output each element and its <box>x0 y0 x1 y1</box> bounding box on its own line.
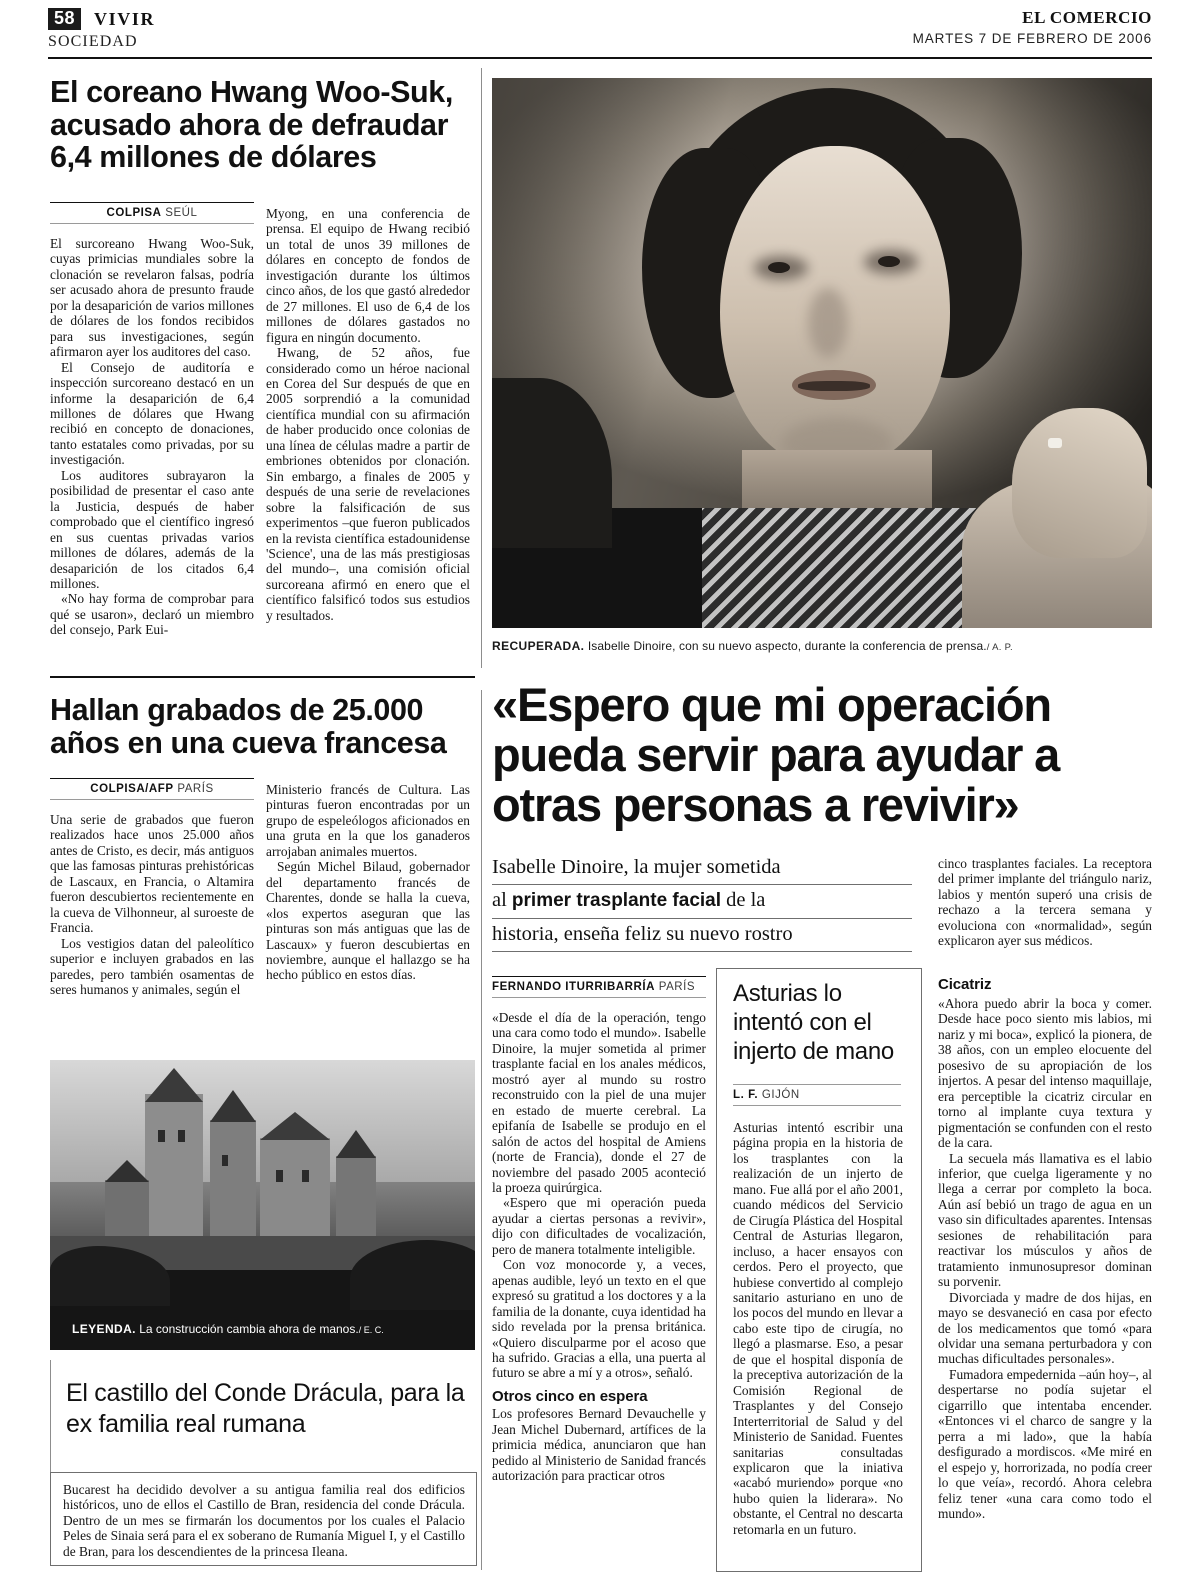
byline-rule-bottom <box>733 1105 901 1106</box>
standfirst-line-3: historia, enseña feliz su nuevo rostro <box>492 919 912 952</box>
byline-asturias <box>733 1084 901 1106</box>
standfirst-emphasis: primer trasplante facial <box>511 890 722 911</box>
headline-asturias: Asturias lo intentó con el injerto de mano <box>733 980 894 1065</box>
photo-castle-caption <box>72 1322 384 1336</box>
section-name: VIVIR <box>94 8 156 29</box>
hwang-column-2 <box>266 206 470 661</box>
column-divider-vertical-main <box>481 68 482 668</box>
masthead-left <box>48 8 155 51</box>
paragraph: Fumadora empedernida –aún hoy–, al despertarse no podía sujetar el cigarrillo que intentaba encender. «Entonces vi el charco de sangre y la perra a mi lado», que la había desfigurado a mordiscos. «Me miré en el espejo y, horrorizada, no podía creer lo que veía», recordó. Ahora celebra feliz tener «una cara como todo el mundo». <box>938 1366 1152 1521</box>
main-column-3-top <box>938 856 1152 961</box>
headline-main: «Espero que mi operación pueda servir para ayudar a otras personas a revivir» <box>492 678 1060 831</box>
paragraph: El surcoreano Hwang Woo-Suk, cuyas primicias mundiales sobre la clonación se revelaron falsas, podría ser acusado ahora de presunto fraude por la desaparición de varios millones de dólares de los fondos recibidos para sus investigaciones, según afirmaron ayer los auditores del caso. <box>50 236 254 360</box>
photo-castle-credit: / E. C. <box>358 1325 384 1335</box>
paragraph: El Consejo de auditoría e inspección surcoreano destacó en un informe la desaparición de 6,4 millones de dólares que Hwang recibió en concepto de donaciones, tanto estatales como privadas, por su investigación. <box>50 359 254 468</box>
masthead-right <box>913 8 1152 46</box>
standfirst-line-2-pre: al <box>492 889 512 911</box>
paragraph: Ministerio francés de Cultura. Las pinturas fueron encontradas por un grupo de espeleólogos aficionados en una gruta en la que los ganaderos arrojaban animales muertos. <box>266 782 470 859</box>
paragraph: La secuela más llamativa es el labio inferior, que cuelga ligeramente y no llega a cerrar por completo la boca. Aún así bebió un trago de agua en un vaso sin dificultades aparentes. Intensas sesiones de rehabilitación para reactivar los músculos y años de tratamiento inmunosupresor dominan su porvenir. <box>938 1150 1152 1290</box>
paragraph: Hwang, de 52 años, fue considerado como un héroe nacional en Corea del Sur después de que en 2005 sorprendió a la comunidad científica mundial con su afirmación de haber producido once colonias de una línea de células madre a partir de embriones obtenidos por clonación. Sin embargo, a finales de 2005 y después de una serie de revelaciones sobre la falsificación de sus experimentos –que fueron publicados en la revista científica estadounidense 'Science', una de las más prestigiosas del mundo–, una comisión oficial surcoreana afirmó en enero que el científico falsificó todos sus estudios y resultados. <box>266 345 470 623</box>
paragraph: «Espero que mi operación pueda ayudar a ciertas personas a revivir», dijo con dificultades de vocalización, pero de manera totalmente inteligible. <box>492 1195 706 1257</box>
grabados-column-1 <box>50 812 254 1012</box>
paragraph: Bucarest ha decidido devolver a su antigua familia real dos edificios históricos, uno de ellos el Castillo de Bran, residencia del conde Drácula. Dentro de un mes se firmarán los documentos por los cuales el Palacio Peles de Sinaia será para el ex soberano de Rumanía Miguel I, y el Castillo de Bran, para los descendientes de la princesa Ileana. <box>63 1482 465 1559</box>
byline-grabados-agency: COLPISA/AFP <box>90 783 174 795</box>
headline-dracula: El castillo del Conde Drácula, para la ex familia real rumana <box>66 1379 465 1438</box>
photo-dinoire-caption-text: Isabelle Dinoire, con su nuevo aspecto, durante la conferencia de prensa. <box>587 639 987 653</box>
dracula-body <box>51 1473 476 1559</box>
byline-main <box>492 976 706 998</box>
masthead <box>48 8 1152 54</box>
byline-asturias-text <box>733 1085 901 1105</box>
masthead-rule <box>48 57 1152 59</box>
dracula-text-box <box>50 1472 477 1566</box>
page-folio-number: 58 <box>48 8 81 30</box>
grabados-column-2 <box>266 782 470 1017</box>
headline-hwang: El coreano Hwang Woo-Suk, acusado ahora de defraudar 6,4 millones de dólares <box>50 75 453 175</box>
paragraph: Los vestigios datan del paleolítico superior e incluyen grabados en las paredes, pero también osamentas de seres humanos y animales, según el <box>50 935 254 997</box>
photo-isabelle-dinoire <box>492 78 1152 628</box>
byline-grabados-city: PARÍS <box>177 783 214 795</box>
paragraph: cinco trasplantes faciales. La receptora del primer implante del triángulo nariz, labios y mentón superó una crisis de rechazo a la tercera semana y evoluciona con «normalidad», según explicaron ayer sus médicos. <box>938 856 1152 949</box>
paragraph: Con voz monocorde y, a veces, apenas audible, leyó un texto en el que expresó su gratitud a los doctores y a la familia de la donante, cuya identidad ha sido revelada por la prensa británica. «Quiero disculparme por el acoso que ha sufrido. Gracias a ella, una puerta al futuro se abre a mí y a otros», señaló. <box>492 1257 706 1381</box>
photo-bran-castle <box>50 1060 475 1350</box>
newspaper-title: EL COMERCIO <box>1022 8 1152 27</box>
byline-main-city: PARÍS <box>658 981 696 993</box>
byline-hwang-text <box>50 203 254 223</box>
paragraph: Los profesores Bernard Devauchelle y Jean Michel Dubernard, artífices de la primicia médica, anunciaron que han pedido al Ministerio de Sanidad francés autorización para practicar otros <box>492 1406 706 1484</box>
sidebar-asturias-body <box>733 1120 903 1564</box>
subhead-cicatriz: Cicatriz <box>938 976 992 993</box>
byline-hwang-city: SEÚL <box>165 207 198 219</box>
photo-castle-caption-text: La construcción cambia ahora de manos. <box>139 1322 359 1336</box>
paragraph: Divorciada y madre de dos hijas, en mayo se desvaneció en casa por efecto de los medicamentos que tomó «para olvidar una semana perturbadora y con muchas dificultades personales». <box>938 1289 1152 1367</box>
nose-shadow <box>808 288 848 358</box>
publication-date: MARTES 7 DE FEBRERO DE 2006 <box>912 31 1152 46</box>
byline-grabados <box>50 778 254 800</box>
paragraph: Asturias intentó escribir una página propia en la historia de los trasplantes con la realización de un injerto de mano. Fue allá por el año 2001, cuando médicos del Servicio de Cirugía Plástica del Hospital Central de Asturias llegaron, incluso, a hacer ensayos con cerdos. Pero el proyecto, que hubiese convertido al complejo sanitario asturiano en uno de los pocos del mundo en llevar a cabo este tipo de cirugía, no llegó a plasmarse. Eso, a pesar de que el hospital disponía de la preceptiva autorización de la Comisión Regional de Trasplantes y del Consejo Interterritorial de Salud y del Ministerio de Sanidad. Fuentes sanitarias consultadas explicaron que la iniativa «acabó muriendo» porque «no hubo quien la liderara». No obstante, el Central no descarta retomarla en un futuro. <box>733 1120 903 1537</box>
headline-grabados: Hallan grabados de 25.000 años en una cueva francesa <box>50 693 447 760</box>
byline-rule-bottom <box>492 997 706 998</box>
byline-rule-bottom <box>50 799 254 800</box>
paragraph: Los auditores subrayaron la posibilidad de presentar el caso ante la Justicia, después de haber comprobado que el científico ingresó en sus cuentas privadas varios millones de dólares, además de la desaparición de los citados 6,4 millones. <box>50 467 254 591</box>
photo-dinoire-caption <box>492 639 1152 653</box>
paragraph: «No hay forma de comprobar para qué se usaron», declaró un miembro del consejo, Park Eui- <box>50 591 254 638</box>
photo-castle-caption-lead: LEYENDA. <box>72 1322 136 1336</box>
byline-hwang <box>50 202 254 224</box>
byline-main-author: FERNANDO ITURRIBARRÍA <box>492 981 655 993</box>
section-rule-grabados <box>50 676 475 678</box>
subsection-name: SOCIEDAD <box>48 33 138 50</box>
standfirst-main <box>492 852 912 952</box>
paragraph: «Desde el día de la operación, tengo una cara como todo el mundo». Isabelle Dinoire, la mujer sometida al primer trasplante facial en los anales médicos, mostró ayer al mundo su rostro reconstruido con la piel de una mujer en estado de muerte cerebral. La epifanía de Isabelle se produjo en el salón de actos del hospital de Amiens (norte de Francia), donde el 27 de noviembre del pasado 2005 aconteció la proeza quirúrgica. <box>492 1010 706 1195</box>
standfirst-line-1: Isabelle Dinoire, la mujer sometida <box>492 852 912 885</box>
photo-dinoire-credit: / A. P. <box>986 642 1013 653</box>
byline-asturias-city: GIJÓN <box>761 1089 800 1101</box>
byline-main-text <box>492 977 706 997</box>
paragraph: Según Michel Bilaud, gobernador del departamento francés de Charentes, donde se halla la cueva, «los expertos aseguran que las pinturas son más antiguas que las de Lascaux» y fueron descubiertas en noviembre, aunque el hallazgo se ha hecho público en estos días. <box>266 859 470 983</box>
main-column-3 <box>938 996 1152 1576</box>
paragraph: Myong, en una conferencia de prensa. El equipo de Hwang recibió un total de unos 39 millones de dólares en concepto de fondos de investigación durante los últimos cinco años, de los que gastó alrededor de 27 millones. El uso de 6,4 de los millones de dólares gastados no figura en ningún documento. <box>266 206 470 345</box>
byline-asturias-author: L. F. <box>733 1089 759 1101</box>
photo-dinoire-caption-lead: RECUPERADA. <box>492 639 585 653</box>
subhead-otros-cinco: Otros cinco en espera <box>492 1387 648 1405</box>
main-column-1 <box>492 1010 706 1570</box>
paragraph: «Ahora puedo abrir la boca y comer. Desde hace poco siento mis labios, mi nariz y mi boca», explicó la pionera, de 38 años, con un empleo elocuente del posesivo de su apropiación de los injertos. A pesar del intenso maquillaje, era perceptible la cicatriz circular en torno al implante cuya textura y pigmentación se confunden con el resto de la cara. <box>938 996 1152 1151</box>
byline-grabados-text <box>50 779 254 799</box>
hwang-column-1 <box>50 236 254 656</box>
column-divider-vertical-lower <box>481 690 482 1570</box>
byline-hwang-agency: COLPISA <box>106 207 162 219</box>
paragraph: Una serie de grabados que fueron realizados hace unos 25.000 años antes de Cristo, es decir, más antiguos que las famosas pinturas prehistóricas de Lascaux, en Francia, o Altamira fueron descubiertos recientemente en la cueva de Vilhonneur, al suroeste de Francia. <box>50 812 254 936</box>
byline-rule-bottom <box>50 223 254 224</box>
standfirst-line-2 <box>492 885 912 919</box>
standfirst-line-2-post: de la <box>721 889 766 911</box>
